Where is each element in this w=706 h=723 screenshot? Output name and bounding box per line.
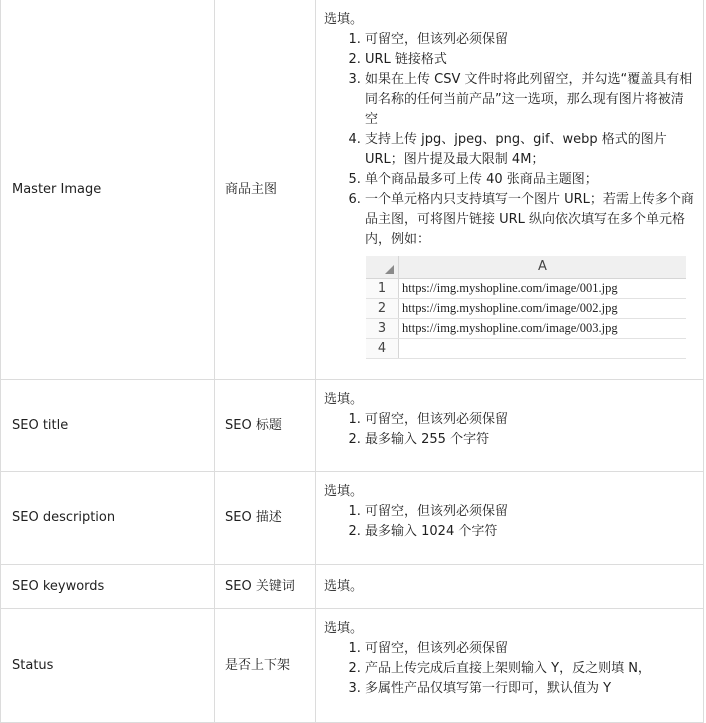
description-cell: 选填。	[316, 565, 704, 609]
list-item: 1. 可留空，但该列必须保留	[365, 639, 695, 659]
field-name-cell: Master Image	[1, 0, 215, 380]
corner-triangle-icon	[385, 265, 394, 274]
row-number: 3	[366, 319, 399, 338]
table-row	[1, 0, 704, 380]
column-header: A	[538, 259, 547, 274]
list-item: 1. 可留空，但该列必须保留	[365, 30, 695, 50]
spreadsheet-example	[366, 256, 686, 359]
spreadsheet-header	[366, 256, 686, 279]
list-item: 6. 一个单元格内只支持填写一个图片 URL；若需上传多个商品主图，可将图片链接 URL 纵向依次填写在多个单元格内，例如：	[365, 190, 695, 250]
description-cell	[316, 380, 704, 472]
description-list	[324, 639, 695, 699]
spreadsheet-row	[366, 279, 686, 299]
table-row	[1, 609, 704, 723]
field-name-cell: SEO keywords	[1, 565, 215, 609]
list-item: 3. 如果在上传 CSV 文件时将此列留空，并勾选“覆盖具有相同名称的任何当前产品”这一选项，那么现有图片将被清空	[365, 70, 695, 130]
field-name-cell: SEO description	[1, 472, 215, 565]
list-item: 3. 多属性产品仅填写第一行即可，默认值为 Y	[365, 679, 695, 699]
chinese-name-cell: 是否上下架	[215, 609, 316, 723]
list-item: 1. 可留空，但该列必须保留	[365, 502, 695, 522]
description-lead: 选填。	[324, 12, 364, 27]
list-item: 2. URL 链接格式	[365, 50, 695, 70]
description-cell	[316, 609, 704, 723]
row-number: 1	[366, 279, 399, 298]
list-item: 4. 支持上传 jpg、jpeg、png、gif、webp 格式的图片 URL；图片提及最大限制 4M；	[365, 130, 695, 170]
chinese-name-cell: SEO 标题	[215, 380, 316, 472]
list-item: 1. 可留空，但该列必须保留	[365, 410, 695, 430]
description-cell	[316, 472, 704, 565]
description-lead: 选填。	[324, 392, 364, 407]
description-cell	[316, 0, 704, 380]
spreadsheet-row	[366, 319, 686, 339]
description-lead: 选填。	[324, 621, 364, 636]
select-all-corner	[366, 256, 399, 278]
row-number: 2	[366, 299, 399, 318]
description-list	[324, 30, 695, 250]
table-row	[1, 565, 704, 609]
spreadsheet-cell: https://img.myshopline.com/image/001.jpg	[402, 281, 618, 295]
chinese-name-cell: SEO 描述	[215, 472, 316, 565]
chinese-name-cell: 商品主图	[215, 0, 316, 380]
description-list	[324, 410, 695, 450]
field-name-cell: Status	[1, 609, 215, 723]
list-item: 5. 单个商品最多可上传 40 张商品主题图；	[365, 170, 695, 190]
description-lead: 选填。	[324, 484, 364, 499]
description-list	[324, 502, 695, 542]
table-row	[1, 472, 704, 565]
spreadsheet-row	[366, 339, 686, 359]
chinese-name-cell: SEO 关键词	[215, 565, 316, 609]
list-item: 2. 最多输入 1024 个字符	[365, 522, 695, 542]
list-item: 2. 最多输入 255 个字符	[365, 430, 695, 450]
spreadsheet-cell	[399, 339, 686, 358]
table-row	[1, 380, 704, 472]
row-number: 4	[366, 339, 399, 358]
field-name-cell: SEO title	[1, 380, 215, 472]
list-item: 2. 产品上传完成后直接上架则输入 Y，反之则填 N，	[365, 659, 695, 679]
spreadsheet-row	[366, 299, 686, 319]
spreadsheet-cell: https://img.myshopline.com/image/002.jpg	[402, 301, 618, 315]
spreadsheet-cell: https://img.myshopline.com/image/003.jpg	[402, 321, 618, 335]
